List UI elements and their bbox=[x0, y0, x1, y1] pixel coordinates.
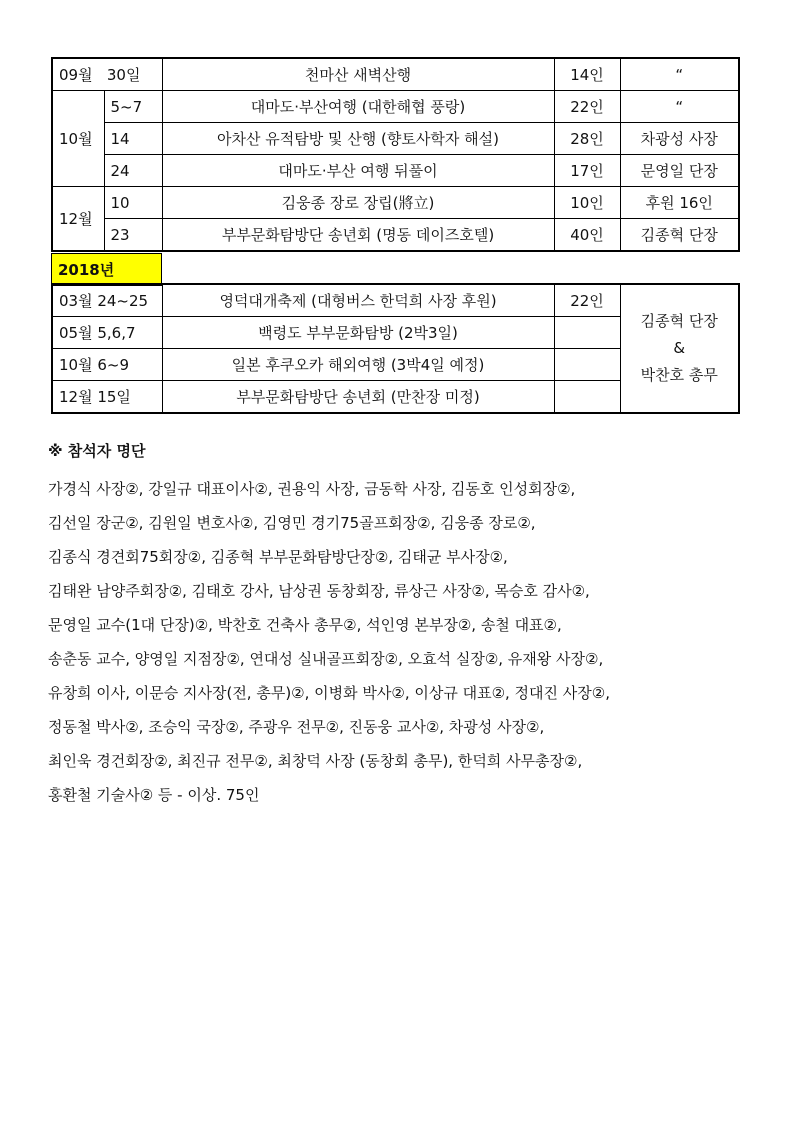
day-label: 30일 bbox=[106, 66, 141, 84]
event-cell: 일본 후쿠오카 해외여행 (3박4일 예정) bbox=[162, 349, 554, 381]
organizer-leader: 김종혁 단장 bbox=[640, 312, 718, 330]
schedule-2017-table bbox=[51, 57, 740, 252]
table-row bbox=[52, 219, 739, 252]
note-cell: 후원 16인 bbox=[620, 187, 739, 219]
attendee-line: 김선일 장군②, 김원일 변호사②, 김영민 경기75골프회장②, 김웅종 장로②, bbox=[48, 514, 536, 532]
count-cell bbox=[554, 381, 620, 414]
day-cell: 23 bbox=[104, 219, 162, 252]
date-cell: 10월 6~9 bbox=[52, 349, 162, 381]
event-cell: 영덕대개축제 (대형버스 한덕희 사장 후원) bbox=[162, 284, 554, 317]
note-cell: 문영일 단장 bbox=[620, 155, 739, 187]
date-cell: 03월 24~25 bbox=[52, 284, 162, 317]
schedule-2018-table bbox=[51, 283, 740, 414]
table-row bbox=[52, 58, 739, 91]
event-cell: 백령도 부부문화탐방 (2박3일) bbox=[162, 317, 554, 349]
attendee-section bbox=[48, 440, 748, 812]
attendee-line: 김종식 경견회75회장②, 김종혁 부부문화탐방단장②, 김태균 부사장②, bbox=[48, 548, 508, 566]
count-cell bbox=[554, 349, 620, 381]
count-cell: 10인 bbox=[554, 187, 620, 219]
table-row bbox=[52, 155, 739, 187]
organizer-secretary: 박찬호 총무 bbox=[640, 366, 718, 384]
day-cell: 14 bbox=[104, 123, 162, 155]
organizers-cell bbox=[620, 284, 739, 413]
attendee-line: 김태완 남양주회장②, 김태호 강사, 남상권 동창회장, 류상근 사장②, 목승호 감사②, bbox=[48, 582, 590, 600]
event-cell: 부부문화탐방단 송년회 (만찬장 미정) bbox=[162, 381, 554, 414]
date-cell: 12월 15일 bbox=[52, 381, 162, 414]
count-cell: 28인 bbox=[554, 123, 620, 155]
count-cell: 40인 bbox=[554, 219, 620, 252]
year-label: 2018년 bbox=[52, 254, 162, 286]
event-cell: 대마도·부산여행 (대한해협 풍랑) bbox=[162, 91, 554, 123]
attendee-line: 가경식 사장②, 강일규 대표이사②, 권용익 사장, 금동학 사장, 김동호 인성회장②, bbox=[48, 480, 576, 498]
attendee-line: 문영일 교수(1대 단장)②, 박찬호 건축사 총무②, 석인영 본부장②, 송철 대표②, bbox=[48, 616, 562, 634]
month-label: 09월 bbox=[59, 66, 93, 84]
attendee-line: 정동철 박사②, 조승익 국장②, 주광우 전무②, 진동웅 교사②, 차광성 사장②, bbox=[48, 718, 545, 736]
event-cell: 대마도·부산 여행 뒤풀이 bbox=[162, 155, 554, 187]
date-cell bbox=[52, 58, 162, 91]
attendee-line: 홍환철 기술사② 등 - 이상. 75인 bbox=[48, 786, 260, 804]
attendee-line: 유창희 이사, 이문승 지사장(전, 총무)②, 이병화 박사②, 이상규 대표②, 정대진 사장②, bbox=[48, 684, 610, 702]
note-cell: “ bbox=[620, 91, 739, 123]
date-cell: 05월 5,6,7 bbox=[52, 317, 162, 349]
table-row bbox=[52, 91, 739, 123]
note-cell: 김종혁 단장 bbox=[620, 219, 739, 252]
event-cell: 천마산 새벽산행 bbox=[162, 58, 554, 91]
month-cell: 12월 bbox=[52, 187, 104, 252]
note-cell: 차광성 사장 bbox=[620, 123, 739, 155]
attendee-line: 최인욱 경건회장②, 최진규 전무②, 최창덕 사장 (동창회 총무), 한덕희 사무총장②, bbox=[48, 752, 583, 770]
table-row bbox=[52, 284, 739, 317]
day-cell: 10 bbox=[104, 187, 162, 219]
event-cell: 부부문화탐방단 송년회 (명동 데이즈호텔) bbox=[162, 219, 554, 252]
count-cell bbox=[554, 317, 620, 349]
month-cell: 10월 bbox=[52, 91, 104, 187]
count-cell: 22인 bbox=[554, 284, 620, 317]
attendee-line: 송춘동 교수, 양영일 지점장②, 연대성 실내골프회장②, 오효석 실장②, 유재왕 사장②, bbox=[48, 650, 604, 668]
attendee-heading: ※ 참석자 명단 bbox=[48, 442, 146, 460]
event-cell: 아차산 유적탐방 및 산행 (향토사학자 해설) bbox=[162, 123, 554, 155]
table-row bbox=[52, 187, 739, 219]
organizer-ampersand: & bbox=[673, 339, 686, 357]
day-cell: 24 bbox=[104, 155, 162, 187]
day-cell: 5~7 bbox=[104, 91, 162, 123]
year-header bbox=[51, 253, 162, 286]
table-row bbox=[52, 123, 739, 155]
count-cell: 14인 bbox=[554, 58, 620, 91]
note-cell: “ bbox=[620, 58, 739, 91]
event-cell: 김웅종 장로 장립(將立) bbox=[162, 187, 554, 219]
count-cell: 22인 bbox=[554, 91, 620, 123]
count-cell: 17인 bbox=[554, 155, 620, 187]
